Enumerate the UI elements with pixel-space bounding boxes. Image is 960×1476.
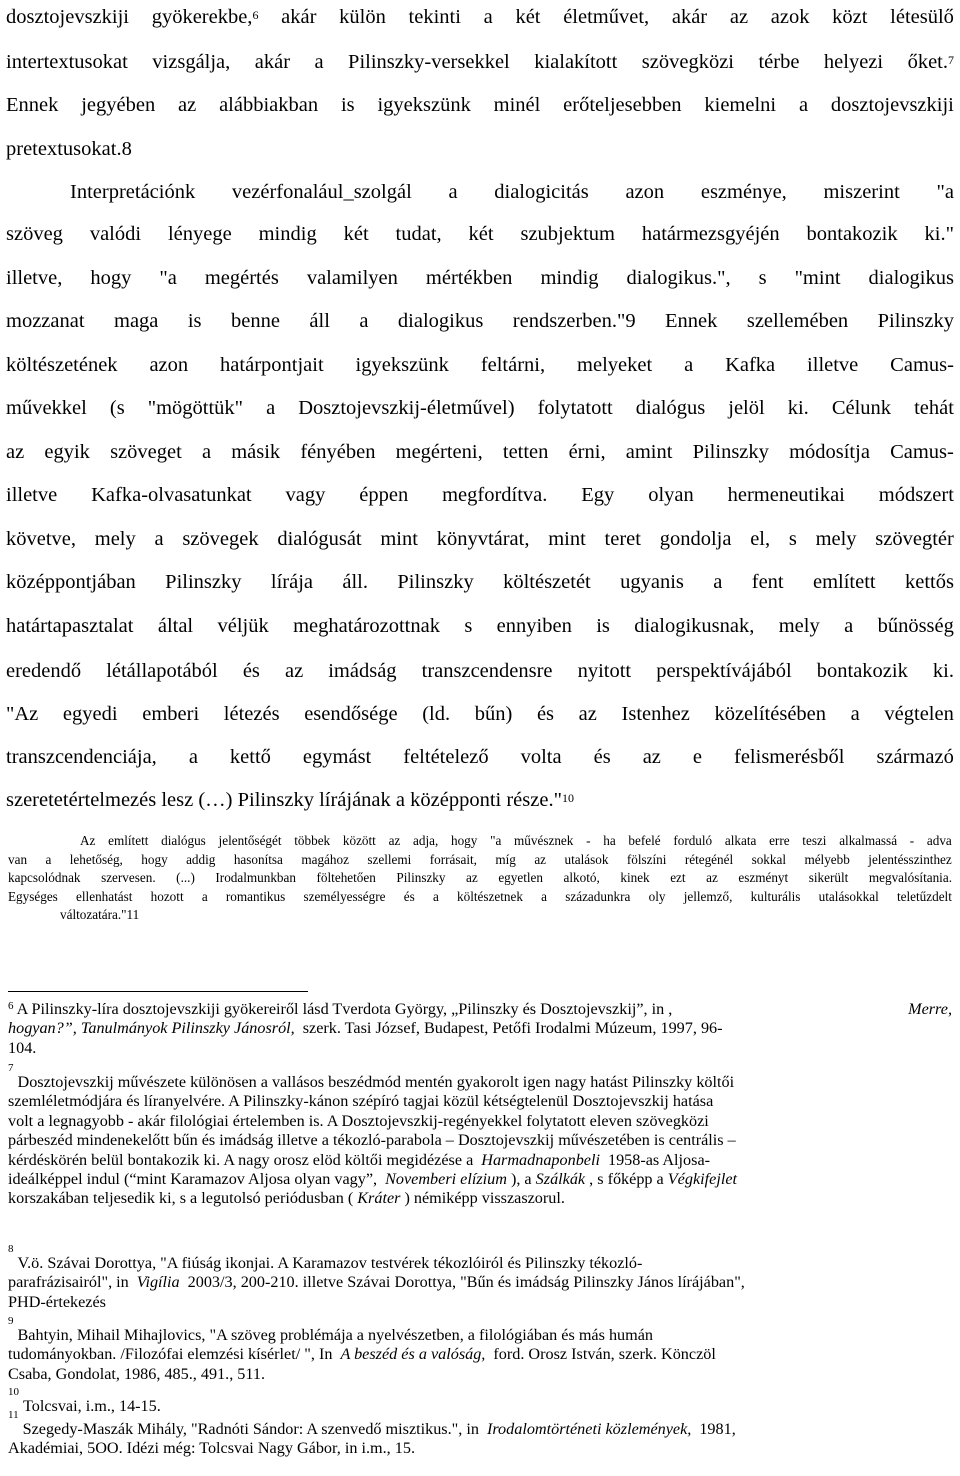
footnote-separator (8, 991, 308, 992)
quote-line: változatára."11 (60, 907, 140, 923)
footnote-9 (8, 1315, 956, 1384)
footnote-text: volt a legnagyobb - akár filológiai értelemben is. A Dosztojevszkij-regényekkel folytatott eleven szövegközi (8, 1111, 709, 1130)
footnote-text: 2003/3, 200-210. illetve Szávai Dorottya, "Bűn és imádság Pilinszky János lírájában", (187, 1273, 745, 1292)
body-line: mozzanat maga is benne áll a dialogikus rendszerben."9 Ennek szellemében Pilinszky (6, 310, 954, 332)
footnote-text: ideálképpel indul (“mint Karamazov Aljosa olyan vagy”, (8, 1170, 378, 1189)
footnote-8 (8, 1243, 956, 1312)
body-line: illetve Kafka-olvasatunkat vagy éppen megfordítva. Egy olyan hermeneutikai módszert (6, 484, 954, 506)
body-line: szeretetértelmezés lesz (…) Pilinszky lírájának a középponti része."$^{10}$ (6, 789, 574, 811)
footnote-mark: 11 (8, 1409, 19, 1421)
body-line: Ennek jegyében az alábbiakban is igyekszünk minél erőteljesebben kiemelni a dosztojevszkiji (6, 94, 954, 116)
body-line: művekkel (s "mögöttük" a Dosztojevszkij-életművel) folytatott dialógus jelöl ki. Célunk tehát (6, 397, 954, 419)
footnote-text: ) némiképp visszaszorul. (404, 1189, 565, 1208)
footnote-text: 1981, (699, 1420, 736, 1438)
footnote-text: kérdéskörén belül bontakozik ki. A nagy orosz elöd költői megidézése a (8, 1150, 474, 1169)
body-line: követve, mely a szövegek dialógusát mint könyvtárat, mint teret gondolja el, s mely szövegtér (6, 528, 954, 550)
footnote-text: , s főképp a (589, 1170, 664, 1189)
body-line: intertextusokat vizsgálja, akár a Pilinszky-versekkel kialakított szövegközi térbe helyezi őket.$^7$ (6, 51, 954, 73)
footnote-reference: 6 (252, 8, 259, 22)
footnote-text: tudományokban. /Filozófai elemzési kísérlet/ ", In (8, 1345, 333, 1364)
footnote-italic: Merre, (908, 1000, 952, 1018)
footnote-mark: 7 (8, 1062, 14, 1074)
footnote-italic: Szálkák (535, 1170, 586, 1189)
footnote-text: Tolcsvai, i.m., 14-15. (23, 1397, 161, 1415)
footnote-italic: Végkifejlet (667, 1170, 738, 1189)
body-line: "Az egyedi emberi létezés esendősége (ld. bűn) és az Istenhez közelítésében a végtelen (6, 703, 954, 725)
footnote-text: párbeszéd mindenekelőtt bűn és imádság illetve a tékozló-parabola – Dosztojevszkij művészetében is centrális – (8, 1131, 736, 1150)
footnote-mark: 8 (8, 1243, 14, 1255)
footnote-text: A Pilinszky-líra dosztojevszkiji gyökereiről lásd Tverdota György, „Pilinszky és Dosztojevszkij”, in , (16, 1000, 673, 1018)
footnote-text: Csaba, Gondolat, 1986, 485., 491., 511. (8, 1364, 266, 1383)
footnote-text: szerk. Tasi József, Budapest, Petőfi Irodalmi Múzeum, 1997, 96- (302, 1019, 723, 1038)
footnote-text: Szegedy-Maszák Mihály, "Radnóti Sándor: A szenvedő misztikus.", in (22, 1420, 479, 1438)
footnote-italic: hogyan?”, Tanulmányok Pilinszky Jánosról, (8, 1019, 295, 1038)
footnote-text: PHD-értekezés (8, 1292, 106, 1311)
block-quote (8, 832, 952, 925)
footnote-italic: Kráter (357, 1189, 401, 1208)
footnote-text: korszakában teljesedik ki, s a legutolsó periódusban ( (8, 1189, 354, 1208)
footnote-11 (8, 1409, 956, 1459)
footnote-italic: Vigília (136, 1273, 180, 1292)
quote-line: Egységes ellenhatást hozott a romantikus személyességre és a költészetnek a századunkra oly jellemző, kulturális utalásokkal teletűzdelt (8, 888, 952, 904)
footnote-7 (8, 1062, 956, 1209)
footnote-italic: Novemberi elízium (385, 1170, 507, 1189)
quote-line: kapcsolódnak szervesen. (...) Irodalmunkban föltehetően Pilinszky az egyetlen alkotó, kinek ezt az eszményt sikerült megvalósítania. (8, 870, 952, 886)
body-line: transzcendenciája, a kettő egymást feltételező volta és az e felismerésből származó (6, 746, 954, 768)
quote-line: Az említett dialógus jelentőségét többek között az adja, hogy "a művésznek - ha befelé forduló alkata erre teszi alkalmassá - adva (80, 833, 952, 848)
body-line: költészetének azon határpontjait igyekszünk feltárni, melyeket a Kafka illetve Camus- (6, 354, 954, 376)
footnote-mark: 9 (8, 1315, 14, 1327)
footnote-text: szemléletmódjára és líranyelvére. A Pilinszky-kánon szépíró tagjai közül kétségtelenül Dosztojevszkij hatása (8, 1092, 714, 1111)
footnote-text: parafrázisairól", in (8, 1273, 129, 1292)
body-line: eredendő létállapotából és az imádság transzcendensre nyitott perspektívájából bontakozik ki. (6, 660, 954, 682)
footnote-text: Dosztojevszkij művészete különösen a vallásos beszédmód mentén gyakorolt igen nagy hatást Pilinszky költői (17, 1073, 735, 1091)
footnote-text: 1958-as Aljosa- (607, 1150, 711, 1169)
body-line: illetve, hogy "a megértés valamilyen mértékben mindig dialogikus.", s "mint dialogikus (6, 267, 954, 289)
body-line: dosztojevszkiji gyökerekbe,$^6$ akár külön tekinti a két életművet, akár az azok közt létesülő (6, 6, 954, 28)
footnote-italic: Harmadnaponbeli (481, 1150, 600, 1169)
footnote-text: ), a (510, 1170, 532, 1189)
footnote-text: 104. (8, 1038, 37, 1057)
footnote-mark: 10 (8, 1386, 19, 1398)
footnote-italic: Irodalomtörténeti közlemények, (486, 1420, 692, 1438)
footnote-10 (8, 1386, 956, 1416)
footnote-italic: A beszéd és a valóság, (340, 1345, 486, 1364)
footnote-reference: 10 (561, 791, 574, 805)
footnote-text: V.ö. Szávai Dorottya, "A fiúság ikonjai. A Karamazov testvérek tékozlóiról és Pilinszky tékozló- (17, 1254, 643, 1272)
body-line: az egyik szöveget a másik fényében megérteni, tetten érni, amint Pilinszky módosítja Camus- (6, 441, 954, 463)
body-line: szöveg valódi lényege mindig két tudat, két szubjektum határmezsgyéjén bontakozik ki." (6, 223, 954, 245)
footnote-text: Akadémiai, 5OO. Idézi még: Tolcsvai Nagy Gábor, in i.m., 15. (8, 1439, 416, 1458)
footnote-text: Bahtyin, Mihail Mihajlovics, "A szöveg problémája a nyelvészetben, a filológiában és más humán (17, 1326, 654, 1344)
body-line: pretextusokat.8 (6, 138, 132, 160)
body-line: határtapasztalat által véljük meghatározottnak s ennyiben is dialogikusnak, mely a bűnösség (6, 615, 954, 637)
footnote-mark: 6 (8, 1000, 14, 1012)
footnote-6 (8, 1000, 956, 1058)
body-line: középpontjában Pilinszky lírája áll. Pilinszky költészetét ugyanis a fent említett kettős (6, 571, 954, 593)
footnote-reference: 7 (947, 53, 954, 67)
body-line: Interpretációnk vezérfonalául_szolgál a dialogicitás azon eszménye, miszerint "a (70, 181, 954, 203)
quote-line: van a lehetőség, hogy addig hasonítsa magához szellemi forrásait, míg az utalások fölszíni rétegénél sokkal mélyebb jelentésszinthez (8, 851, 952, 867)
footnote-text: ford. Orosz István, szerk. Könczöl (493, 1345, 716, 1364)
